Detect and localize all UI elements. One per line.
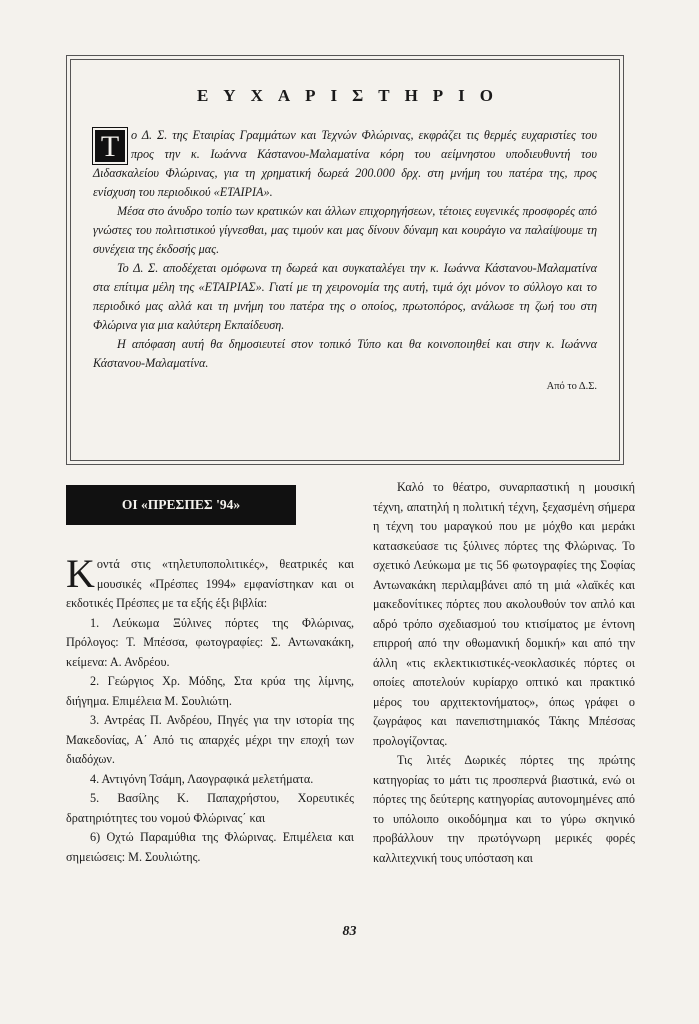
thanks-title: ΕΥΧΑΡΙΣΤΗΡΙΟ (196, 86, 509, 105)
thanks-signature: Από το Δ.Σ. (546, 381, 597, 392)
article-right-paragraph-1: Καλό το θέατρο, συναρπαστική η μουσική τέχνη, απατηλή η πολιτική τέχνη, ξεχασμένη σήμερα η τέχνη του μαραγκού που με μόχθο και μεράκι κατασκεύασε τις ξύλινες πόρτες της Φλώρινας. Το σχετικό Λεύκωμα με τις 56 φωτογραφίες της Σοφίας Αντωνακάκη περιλαμβάνει από τη μιά «λαϊκές και μακεδονίτικες πόρτες που ακολουθούν τον απλό και αδρό τρόπο σχεδιασμού του κτισίματος με έντονη επιρροή από την οθωμανική δομική» και από την άλλη «τις εκλεκτικιστικές-νεοκλασικές πόρτες οι οποίες αποτελούν κυρίαρχο οπτικό και πρακτικό μέρος του αρχιτεκτονήματος», όπως γράφει ο ζωγράφος και πανεπιστημιακός Τάκης Μπέσσας προλογίζοντας. (373, 480, 635, 748)
thanks-paragraph-1 (93, 126, 597, 202)
article-intro (66, 551, 354, 614)
thanks-frame (66, 55, 624, 465)
book-item-3: 3. Αντρέας Π. Ανδρέου, Πηγές για την ιστορία της Μακεδονίας, Α΄ Από τις απαρχές μέχρι την εποχή των διαδόχων. (66, 713, 354, 766)
book-item-6: 6) Οχτώ Παραμύθια της Φλώρινας. Επιμέλεια και σημειώσεις: Μ. Σουλιώτης. (66, 830, 354, 864)
thanks-body (93, 126, 597, 396)
thanks-paragraph-2: Μέσα στο άνυδρο τοπίο των κρατικών και άλλων επιχορηγήσεων, τέτοιες ευγενικές προσφορές από γνώστες του πολιτιστικού γίγνεσθαι, μας τιμούν και μας δίνουν δύναμη και κουράγιο να παλαίψουμε τη συνέχεια της έκδοσής μας. (93, 204, 597, 256)
article-banner: ΟΙ «ΠΡΕΣΠΕΣ '94» (66, 485, 296, 525)
book-item-2: 2. Γεώργιος Χρ. Μόδης, Στα κρύα της λίμνης, διήγημα. Επιμέλεια Μ. Σουλιώτη. (66, 674, 354, 708)
thanks-paragraph-1-text: ο Δ. Σ. της Εταιρίας Γραμμάτων και Τεχνών Φλώρινας, εκφράζει τις θερμές ευχαριστίες του προς την κ. Ιωάννα Κάστανου-Μαλαματίνα κόρη του αείμνηστου υποδιευθυντή του Διδασκαλείου Φλώρινας, για τη χρηματική δωρεά 200.000 δρχ. στη μνήμη του πατέρα της, προς ενίσχυση του περιοδικού «ΕΤΑΙΡΙΑ». (93, 128, 597, 199)
thanks-paragraph-4: Η απόφαση αυτή θα δημοσιευτεί στον τοπικό Τύπο και θα κοινοποιηθεί και στην κ. Ιωάννα Κάστανου-Μαλαματίνα. (93, 337, 597, 370)
thanks-frame-inner (70, 59, 620, 461)
thanks-paragraph-3: Το Δ. Σ. αποδέχεται ομόφωνα τη δωρεά και συγκαταλέγει την κ. Ιωάννα Κάστανου-Μαλαματίνα στα επίτιμα μέλη της «ΕΤΑΙΡΙΑΣ». Γιατί με τη χειρονομία της αυτή, τιμά όχι μόνον το σύλλογο και το περιοδικό μας αλλά και τη μνήμη του πατέρα της ο οποίος, πρωτοπόρος, ανάλωσε τη ζωή του στη Φλώρινα για μια καλύτερη Εκπαίδευση. (93, 261, 597, 332)
article-initial-letter: Κ (66, 551, 95, 596)
book-item-5: 5. Βασίλης Κ. Παπαχρήστου, Χορευτικές δρατηριότητες του νομού Φλώρινας΄ και (66, 791, 354, 825)
book-item-4: 4. Αντιγόνη Τσάμη, Λαογραφικά μελετήματα. (90, 771, 314, 786)
article-right-column (373, 478, 635, 868)
article-right-text (373, 478, 635, 868)
article-intro-text: οντά στις «τηλετυποπολιτικές», θεατρικές και μουσικές «Πρέσπες 1994» εμφανίστηκαν και οι εκδοτικές Πρέσπες με τα εξής έξι βιβλία: (66, 557, 354, 610)
book-item-1: 1. Λεύκωμα Ξύλινες πόρτες της Φλώρινας, Πρόλογος: Τ. Μπέσσα, φωτογραφίες: Σ. Αντωνακάκη, κείμενα: Α. Ανδρέου. (66, 615, 354, 669)
page-number: 83 (342, 924, 357, 939)
article-right-paragraph-2: Τις λιτές Δωρικές πόρτες της πρώτης κατηγορίας το μάτι τις προσπερνά βιαστικά, ενώ οι πόρτες της δεύτερης κατηγορίας αυτονομημένες από το υπόλοιπο οικοδόμημα και το γύρω σκηνικό προβάλλουν την πρωτόγνωρη μερικές φορές καλλιτεχνική τους υπόσταση και (373, 753, 635, 865)
drop-cap: Τ (93, 128, 127, 164)
article-left-text (66, 551, 354, 867)
article-left-column (66, 485, 354, 867)
